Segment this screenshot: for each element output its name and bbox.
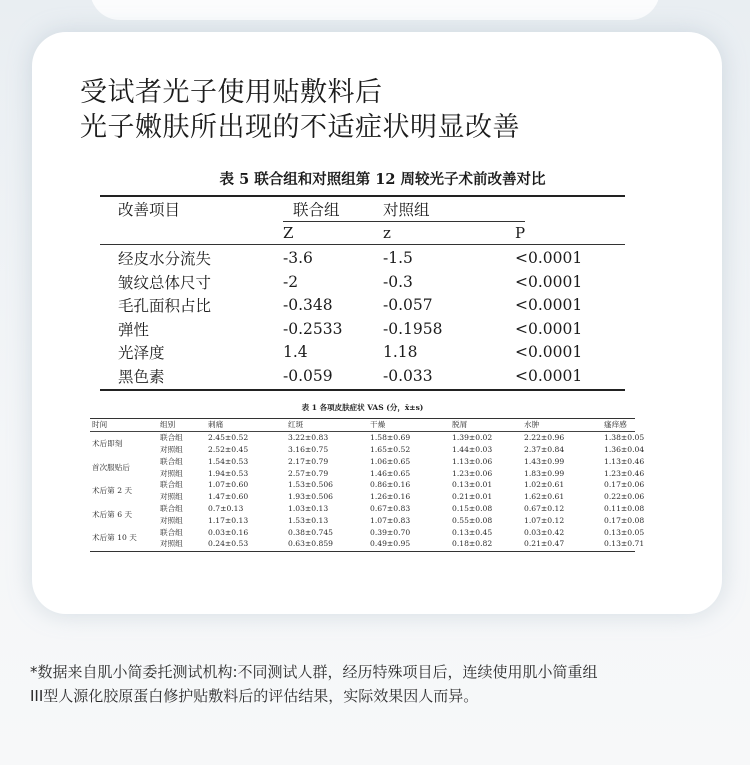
table-cell: -2 (283, 272, 299, 291)
table-cell: 1.93±0.506 (288, 492, 334, 502)
table-1-header-cell: 水肿 (524, 420, 540, 430)
table-cell: 1.58±0.69 (370, 433, 411, 443)
table-cell: 0.13±0.45 (452, 527, 493, 537)
table-cell: <0.0001 (515, 319, 583, 338)
table-cell: -0.348 (283, 296, 333, 315)
table-cell: 联合组 (160, 433, 183, 443)
table-1-group (90, 526, 645, 550)
table-1-group (90, 455, 645, 479)
table-cell: 1.46±0.65 (370, 468, 411, 478)
table-cell: 1.94±0.53 (208, 468, 249, 478)
table-cell: 2.22±0.96 (524, 433, 565, 443)
table-cell: 1.23±0.46 (604, 468, 645, 478)
table-cell: 0.21±0.01 (452, 492, 493, 502)
table-cell: 1.53±0.506 (288, 480, 334, 490)
table-cell: 0.15±0.08 (452, 503, 493, 513)
table-5 (100, 168, 625, 391)
table-cell: 1.07±0.12 (524, 515, 565, 525)
table-row (90, 432, 645, 444)
footnote (30, 660, 730, 708)
table-row (100, 294, 625, 318)
table-1-bottom-rule (90, 551, 635, 552)
table-cell: 0.13±0.71 (604, 539, 645, 549)
group-time-label: 术后第 10 天 (92, 533, 137, 543)
table-cell: 1.39±0.02 (452, 433, 493, 443)
table-cell: 0.63±0.859 (288, 539, 334, 549)
table-5-subheader-cell: z (383, 223, 391, 242)
table-5-header-cell: 联合组 (293, 200, 340, 219)
table-cell: -1.5 (383, 249, 413, 268)
table-cell: <0.0001 (515, 272, 583, 291)
table-cell: 3.16±0.75 (288, 444, 329, 454)
table-cell: 对照组 (160, 492, 183, 502)
group-time-label: 首次服贴后 (92, 462, 130, 472)
table-cell: 毛孔面积占比 (118, 297, 212, 316)
table-cell: -0.1958 (383, 319, 443, 338)
footnote-line-2: III型人源化胶原蛋白修护贴敷料后的评估结果，实际效果因人而异。 (30, 687, 479, 705)
headline (80, 75, 520, 145)
table-cell: 0.67±0.83 (370, 503, 411, 513)
table-row (90, 491, 645, 503)
group-time-label: 术后即刻 (92, 439, 123, 449)
table-cell: 0.24±0.53 (208, 539, 249, 549)
table-cell: -0.033 (383, 366, 433, 385)
table-1-header-cell: 组别 (160, 420, 176, 430)
table-1-group (90, 432, 645, 456)
table-cell: 0.49±0.95 (370, 539, 411, 549)
table-cell: 1.43±0.99 (524, 456, 565, 466)
table-cell: 0.86±0.16 (370, 480, 411, 490)
table-5-subheader-row (100, 222, 625, 244)
table-cell: 1.07±0.83 (370, 515, 411, 525)
table-row (100, 317, 625, 341)
table-cell: 光泽度 (118, 344, 165, 363)
table-cell: 联合组 (160, 456, 183, 466)
table-cell: 1.07±0.60 (208, 480, 249, 490)
table-cell: 0.21±0.47 (524, 539, 565, 549)
table-row (90, 514, 645, 526)
table-cell: 联合组 (160, 480, 183, 490)
table-row (90, 455, 645, 467)
table-cell: 0.67±0.12 (524, 503, 565, 513)
table-1-header-cell: 脱屑 (452, 420, 468, 430)
table-1-group (90, 503, 645, 527)
table-cell: <0.0001 (515, 343, 583, 362)
table-cell: <0.0001 (515, 249, 583, 268)
table-5-header-cell: 对照组 (383, 200, 430, 219)
top-decoration (90, 0, 660, 20)
table-row (90, 526, 645, 538)
table-cell: 1.65±0.52 (370, 444, 411, 454)
headline-line-1: 受试者光子使用贴敷料后 (80, 77, 383, 108)
table-cell: 对照组 (160, 444, 183, 454)
table-cell: 1.53±0.13 (288, 515, 329, 525)
table-row (100, 364, 625, 388)
table-5-bottom-rule (100, 389, 625, 391)
table-cell: 皱纹总体尺寸 (118, 273, 212, 292)
table-1-header-cell: 瘙痒感 (604, 420, 627, 430)
table-5-subheader-cell: Z (283, 223, 294, 242)
table-cell: 2.45±0.52 (208, 433, 249, 443)
table-cell: 弹性 (118, 320, 150, 339)
table-cell: 1.47±0.60 (208, 492, 249, 502)
table-cell: 联合组 (160, 503, 183, 513)
headline-line-2: 光子嫩肤所出现的不适症状明显改善 (80, 112, 520, 143)
table-cell: -0.057 (383, 296, 433, 315)
table-row (90, 479, 645, 491)
group-time-label: 术后第 6 天 (92, 509, 133, 519)
table-cell: -3.6 (283, 249, 313, 268)
table-cell: 1.02±0.61 (524, 480, 565, 490)
table-cell: 1.38±0.05 (604, 433, 645, 443)
table-cell: 0.03±0.16 (208, 527, 249, 537)
table-cell: 2.52±0.45 (208, 444, 249, 454)
table-5-header-cell: 改善项目 (118, 200, 181, 219)
table-cell: 0.39±0.70 (370, 527, 411, 537)
footnote-line-1: *数据来自肌小简委托测试机构:不同测试人群，经历特殊项目后，连续使用肌小简重组 (30, 663, 598, 681)
table-cell: 1.83±0.99 (524, 468, 565, 478)
table-cell: 0.13±0.01 (452, 480, 493, 490)
table-cell: -0.3 (383, 272, 413, 291)
table-cell: 0.7±0.13 (208, 503, 244, 513)
table-cell: 0.17±0.08 (604, 515, 645, 525)
table-cell: 1.4 (283, 343, 308, 362)
table-cell: 1.17±0.13 (208, 515, 249, 525)
table-1-header-cell: 红斑 (288, 420, 304, 430)
table-cell: 1.13±0.46 (604, 456, 645, 466)
table-cell: 联合组 (160, 527, 183, 537)
table-cell: <0.0001 (515, 296, 583, 315)
table-cell: 1.36±0.04 (604, 444, 645, 454)
table-cell: 对照组 (160, 539, 183, 549)
group-time-label: 术后第 2 天 (92, 486, 133, 496)
table-cell: 经皮水分流失 (118, 250, 212, 269)
table-1-header-cell: 刺痛 (208, 420, 224, 430)
table-cell: 1.62±0.61 (524, 492, 565, 502)
table-1-group (90, 479, 645, 503)
table-5-header-row (100, 197, 625, 221)
table-cell: 3.22±0.83 (288, 433, 329, 443)
table-cell: 1.44±0.03 (452, 444, 493, 454)
table-cell: -0.059 (283, 366, 333, 385)
table-cell: 1.13±0.06 (452, 456, 493, 466)
table-cell: 1.18 (383, 343, 418, 362)
table-cell: 1.06±0.65 (370, 456, 411, 466)
table-row (90, 467, 645, 479)
table-row (100, 247, 625, 271)
table-cell: 0.11±0.08 (604, 503, 645, 513)
table-1 (90, 402, 645, 552)
table-cell: 0.03±0.42 (524, 527, 565, 537)
table-cell: -0.2533 (283, 319, 343, 338)
table-1-header-row (90, 419, 635, 431)
table-cell: 对照组 (160, 515, 183, 525)
table-cell: 2.17±0.79 (288, 456, 329, 466)
table-cell: <0.0001 (515, 366, 583, 385)
table-5-header-rule (100, 244, 625, 245)
table-5-body (100, 247, 625, 388)
table-cell: 0.13±0.05 (604, 527, 645, 537)
table-row (90, 444, 645, 456)
table-cell: 1.03±0.13 (288, 503, 329, 513)
table-cell: 对照组 (160, 468, 183, 478)
table-row (100, 270, 625, 294)
table-1-title: 表 1 各项皮肤症状 VAS (分，x̄±s) (301, 403, 424, 412)
table-cell: 0.22±0.06 (604, 492, 645, 502)
table-5-subheader-cell: P (515, 223, 526, 242)
table-cell: 0.55±0.08 (452, 515, 493, 525)
table-1-header-cell: 干燥 (370, 420, 386, 430)
table-row (90, 538, 645, 550)
table-cell: 2.37±0.84 (524, 444, 565, 454)
table-cell: 0.18±0.82 (452, 539, 493, 549)
table-cell: 1.26±0.16 (370, 492, 411, 502)
table-cell: 黑色素 (118, 367, 165, 386)
table-cell: 2.57±0.79 (288, 468, 329, 478)
table-cell: 0.38±0.745 (288, 527, 334, 537)
table-row (90, 503, 645, 515)
table-cell: 1.23±0.06 (452, 468, 493, 478)
table-cell: 1.54±0.53 (208, 456, 249, 466)
table-row (100, 341, 625, 365)
table-cell: 0.17±0.06 (604, 480, 645, 490)
table-1-header-cell: 时间 (92, 420, 108, 430)
table-5-title: 表 5 联合组和对照组第 12 周较光子术前改善对比 (219, 171, 546, 188)
